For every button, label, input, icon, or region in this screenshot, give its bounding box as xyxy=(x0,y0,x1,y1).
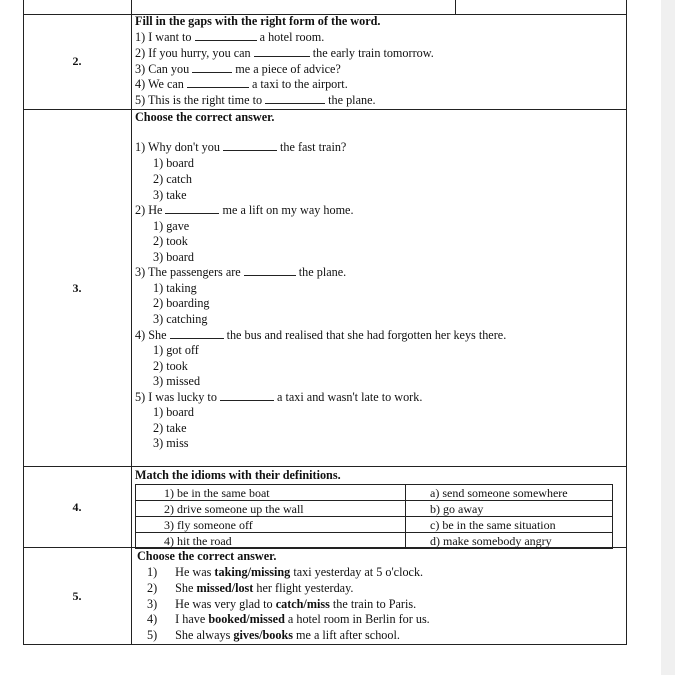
question-sentence: 1) Why don't you the fast train? xyxy=(135,140,347,154)
row-number: 3. xyxy=(72,281,82,295)
answer-option: 2) catch xyxy=(153,172,192,186)
idiom-cell: 4) hit the road xyxy=(136,533,406,549)
table-border-right xyxy=(626,0,627,645)
table-row xyxy=(136,533,613,549)
gap-sentence: 2) If you hurry, you can the early train tomorrow. xyxy=(135,46,434,60)
table-border-left xyxy=(23,0,24,645)
question-sentence: 2) He me a lift on my way home. xyxy=(135,203,354,217)
task-heading: Fill in the gaps with the right form of the word. xyxy=(135,14,381,28)
question-sentence: 3) The passengers are the plane. xyxy=(135,265,347,279)
row-number: 2. xyxy=(72,54,82,68)
choice-sentence: 5) She always gives/books me a lift after school. xyxy=(147,628,400,642)
row-border xyxy=(23,109,627,110)
table-row xyxy=(136,485,613,501)
row-border xyxy=(23,644,627,645)
top-cell-divider xyxy=(455,0,456,15)
gap-sentence: 4) We can a taxi to the airport. xyxy=(135,77,348,91)
scroll-sidebar xyxy=(661,0,675,675)
answer-option: 2) boarding xyxy=(153,296,210,310)
answer-option: 1) taking xyxy=(153,281,197,295)
task-heading: Choose the correct answer. xyxy=(137,549,277,563)
idiom-cell: 2) drive someone up the wall xyxy=(136,501,406,517)
worksheet-table xyxy=(23,0,627,645)
row-border xyxy=(23,466,627,467)
answer-option: 2) took xyxy=(153,359,188,373)
answer-option: 1) board xyxy=(153,156,194,170)
answer-option: 1) got off xyxy=(153,343,199,357)
answer-option: 3) catching xyxy=(153,312,208,326)
table-row xyxy=(136,517,613,533)
choice-sentence: 2) She missed/lost her flight yesterday. xyxy=(147,581,354,595)
answer-option: 3) missed xyxy=(153,374,201,388)
choice-sentence: 4) I have booked/missed a hotel room in Berlin for us. xyxy=(147,612,430,626)
answer-option: 3) board xyxy=(153,250,194,264)
gap-sentence: 1) I want to a hotel room. xyxy=(135,30,325,44)
answer-option: 3) take xyxy=(153,188,187,202)
answer-option: 1) board xyxy=(153,405,194,419)
idiom-match-table xyxy=(135,484,613,549)
column-divider xyxy=(131,0,132,645)
row-number: 4. xyxy=(72,500,82,514)
row-number: 5. xyxy=(72,589,82,603)
definition-cell: c) be in the same situation xyxy=(406,517,613,533)
question-sentence: 4) She the bus and realised that she had forgotten her keys there. xyxy=(135,328,507,342)
answer-option: 3) miss xyxy=(153,436,189,450)
question-sentence: 5) I was lucky to a taxi and wasn't late to work. xyxy=(135,390,423,404)
idiom-cell: 1) be in the same boat xyxy=(136,485,406,501)
idiom-cell: 3) fly someone off xyxy=(136,517,406,533)
table-row xyxy=(136,501,613,517)
definition-cell: a) send someone somewhere xyxy=(406,485,613,501)
answer-option: 2) take xyxy=(153,421,187,435)
answer-option: 1) gave xyxy=(153,219,190,233)
gap-sentence: 5) This is the right time to the plane. xyxy=(135,93,376,107)
definition-cell: b) go away xyxy=(406,501,613,517)
definition-cell: d) make somebody angry xyxy=(406,533,613,549)
task-heading: Match the idioms with their definitions. xyxy=(135,468,341,482)
task-heading: Choose the correct answer. xyxy=(135,110,275,124)
choice-sentence: 3) He was very glad to catch/miss the train to Paris. xyxy=(147,597,417,611)
gap-sentence: 3) Can you me a piece of advice? xyxy=(135,62,341,76)
answer-option: 2) took xyxy=(153,234,188,248)
choice-sentence: 1) He was taking/missing taxi yesterday at 5 o'clock. xyxy=(147,565,424,579)
